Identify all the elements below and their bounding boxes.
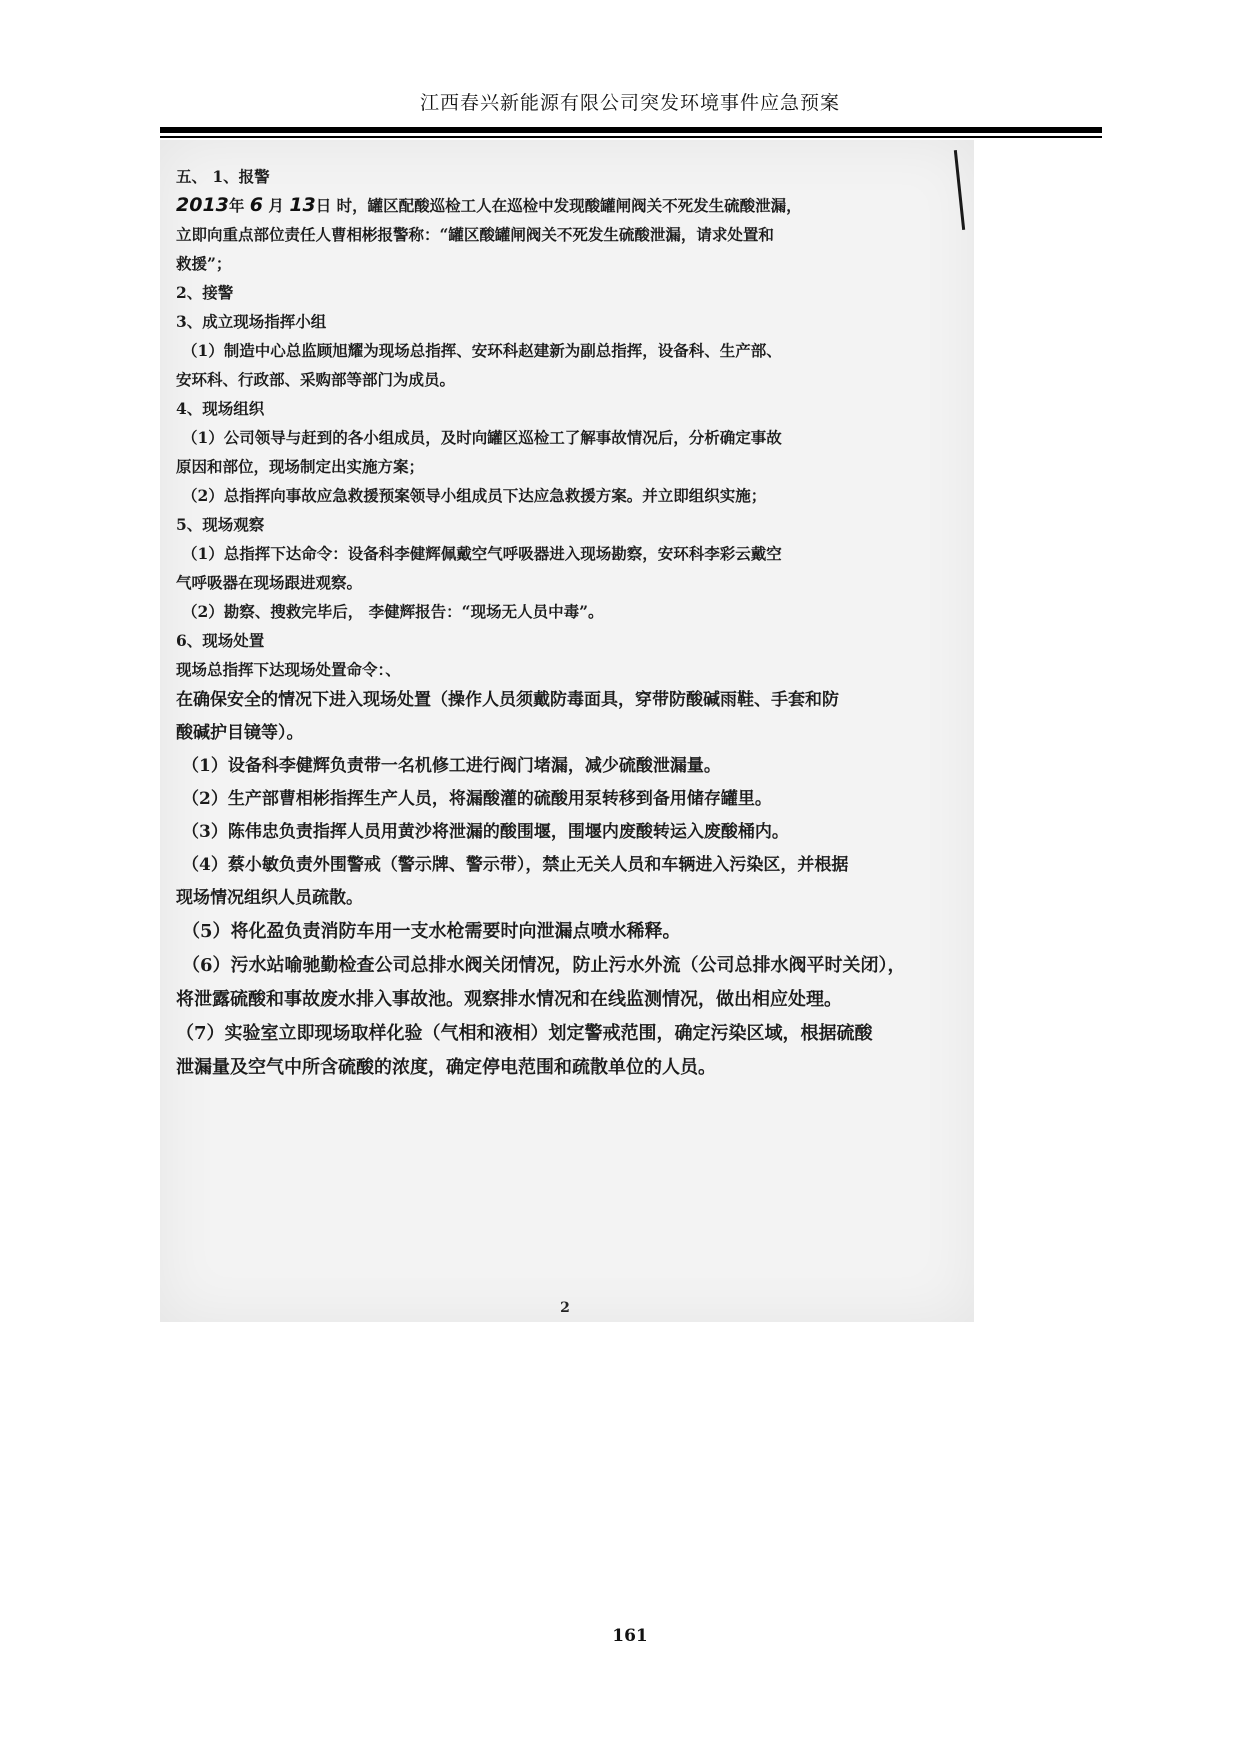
text-line: 酸碱护目镜等）。 [176, 723, 304, 743]
handwritten-date-part: 6 [249, 194, 264, 216]
text-line: （2）生产部曹相彬指挥生产人员，将漏酸灌的硫酸用泵转移到备用储存罐里。 [182, 789, 772, 809]
text-line: （1）制造中心总监顾旭耀为现场总指挥、安环科赵建新为副总指挥，设备科、生产部、 [182, 341, 782, 360]
text-line: 5、现场观察 [176, 515, 265, 534]
text-segment: 日 时，罐区配酸巡检工人在巡检中发现酸罐闸阀关不死发生硫酸泄漏， [315, 196, 802, 215]
text-line: 现场情况组织人员疏散。 [176, 888, 363, 908]
scanned-page-number: 2 [560, 1300, 570, 1316]
handwritten-date-part: 2013 [176, 194, 229, 216]
text-line: 安环科、行政部、采购部等部门为成员。 [176, 370, 456, 389]
text-line: 将泄露硫酸和事故废水排入事故池。观察排水情况和在线监测情况，做出相应处理。 [176, 989, 842, 1010]
text-line: 现场总指挥下达现场处置命令：、 [176, 660, 401, 679]
text-line: 原因和部位，现场制定出实施方案； [176, 457, 425, 476]
text-line: （1）公司领导与赶到的各小组成员，及时向罐区巡检工了解事故情况后，分析确定事故 [182, 428, 782, 447]
text-line: 2、接警 [176, 283, 234, 302]
text-line: 五、 1、报警 [176, 167, 270, 186]
text-line: （5）将化盈负责消防车用一支水枪需要时向泄漏点喷水稀释。 [182, 921, 681, 942]
text-line: （4）蔡小敏负责外围警戒（警示牌、警示带），禁止无关人员和车辆进入污染区，并根据 [182, 855, 849, 875]
scanned-text-body [176, 162, 956, 1085]
text-line: 气呼吸器在现场跟进观察。 [176, 573, 363, 592]
text-line: 立即向重点部位责任人曹相彬报警称：“罐区酸罐闸阀关不死发生硫酸泄漏，请求处置和 [176, 225, 774, 244]
text-line: 泄漏量及空气中所含硫酸的浓度，确定停电范围和疏散单位的人员。 [176, 1057, 716, 1078]
text-segment: 年 [228, 196, 250, 215]
text-line: 6、现场处置 [176, 631, 265, 650]
text-line: （3）陈伟忠负责指挥人员用黄沙将泄漏的酸围堰，围堰内废酸转运入废酸桶内。 [182, 822, 789, 842]
text-line [176, 191, 956, 220]
header-rule-thin [160, 136, 1102, 138]
text-line: 救援”； [176, 254, 232, 273]
text-line: （7）实验室立即现场取样化验（气相和液相）划定警戒范围，确定污染区域，根据硫酸 [176, 1023, 873, 1044]
text-segment: 月 [263, 196, 290, 215]
header-rule-thick [160, 127, 1102, 133]
text-line: （1）总指挥下达命令：设备科李健辉佩戴空气呼吸器进入现场勘察，安环科李彩云戴空 [182, 544, 782, 563]
text-line: 在确保安全的情况下进入现场处置（操作人员须戴防毒面具，穿带防酸碱雨鞋、手套和防 [176, 690, 839, 710]
running-header: 江西春兴新能源有限公司突发环境事件应急预案 [419, 92, 840, 114]
text-line: 4、现场组织 [176, 399, 265, 418]
handwritten-date-part: 13 [289, 194, 316, 216]
text-line: （6）污水站喻驰勤检查公司总排水阀关闭情况，防止污水外流（公司总排水阀平时关闭）， [182, 955, 906, 976]
text-line: 3、成立现场指挥小组 [176, 312, 327, 331]
text-line: （2）勘察、搜救完毕后， 李健辉报告：“现场无人员中毒”。 [182, 602, 604, 621]
text-line: （1）设备科李健辉负责带一名机修工进行阀门堵漏，减少硫酸泄漏量。 [182, 756, 721, 776]
page-number: 161 [612, 1626, 648, 1646]
text-line: （2）总指挥向事故应急救援预案领导小组成员下达应急救援方案。并立即组织实施； [182, 486, 767, 505]
